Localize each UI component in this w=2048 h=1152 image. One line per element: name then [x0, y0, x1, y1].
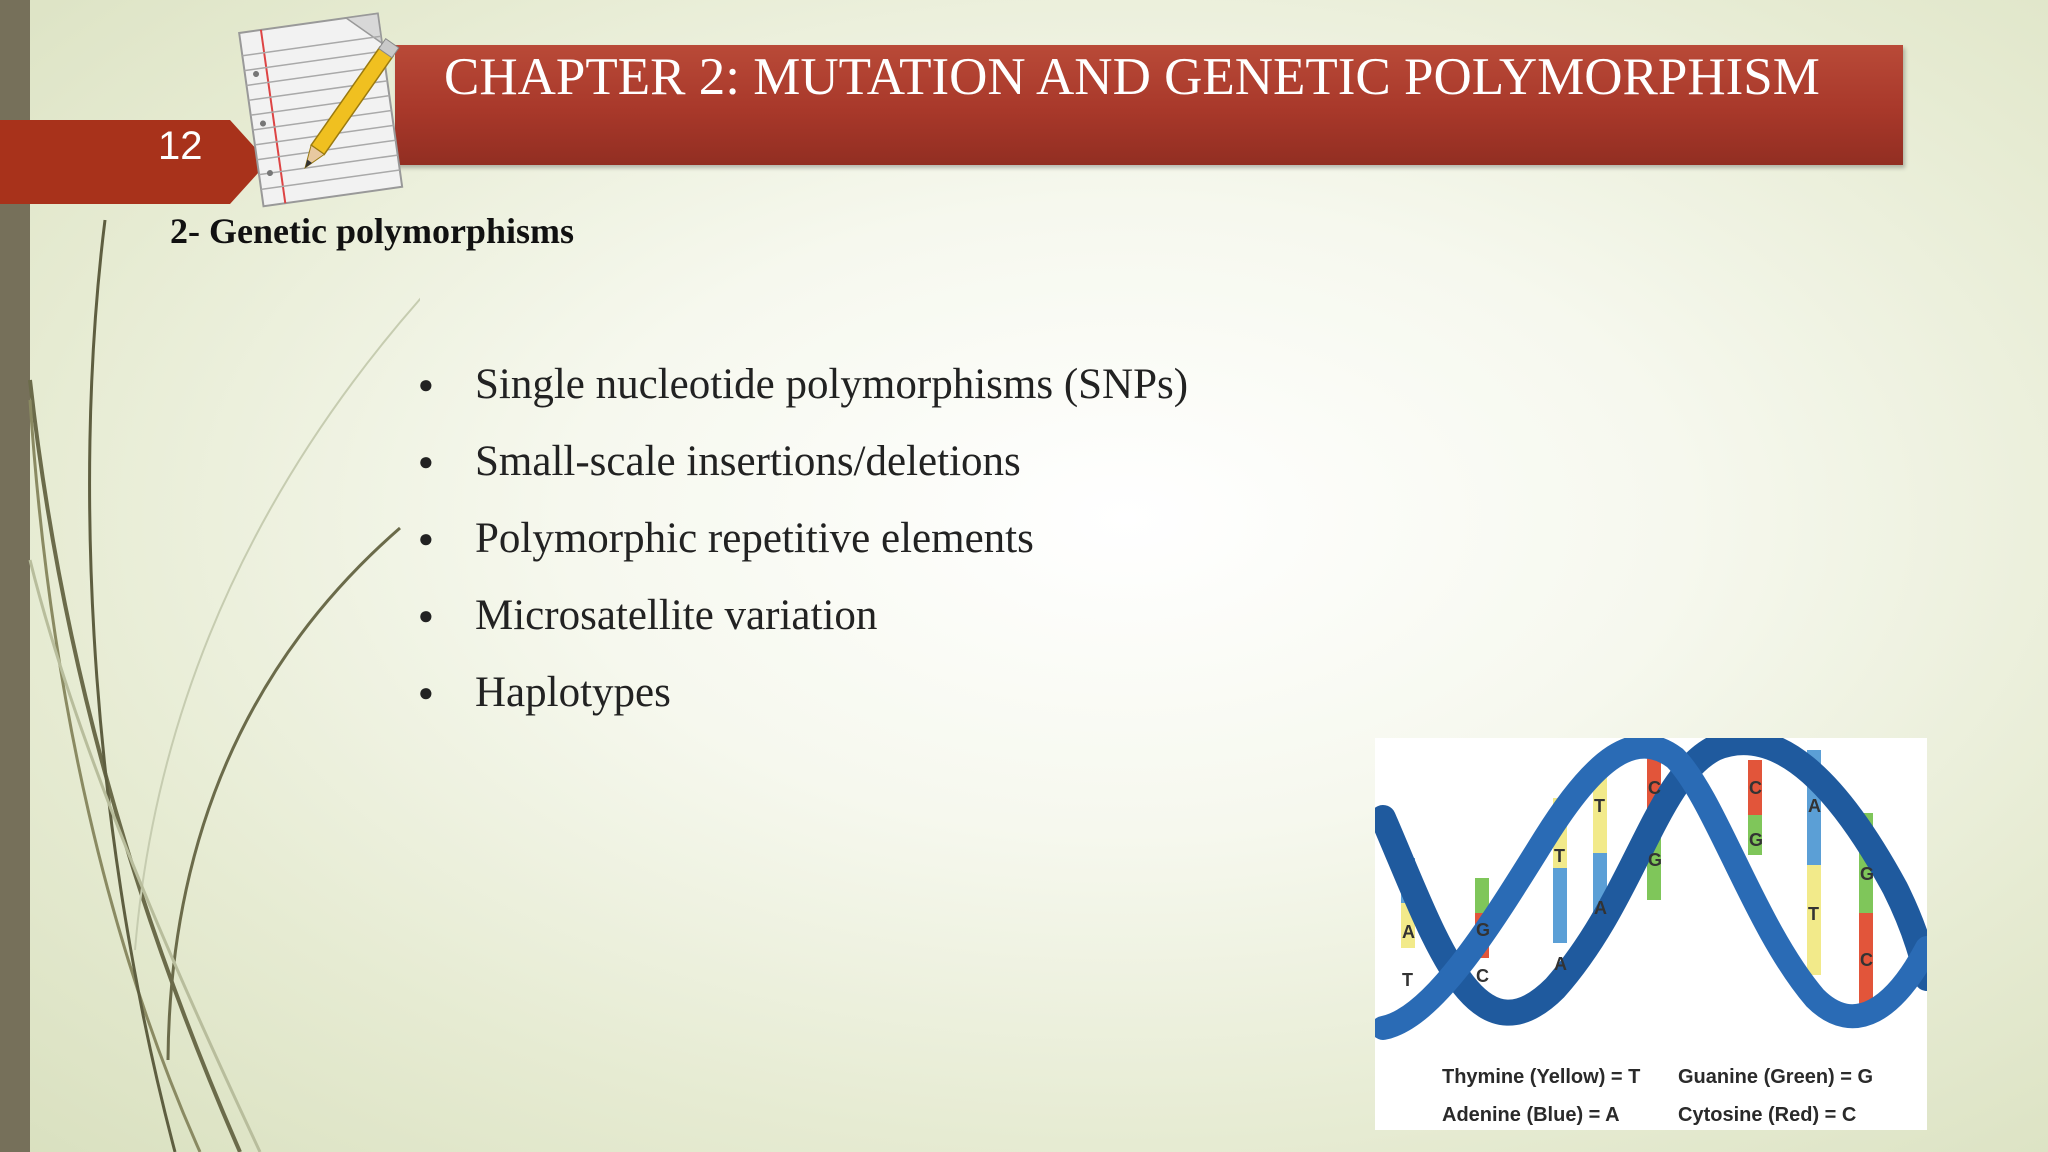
- base-label: A: [1594, 898, 1607, 918]
- base-label: T: [1594, 796, 1605, 816]
- bullet-text: Polymorphic repetitive elements: [475, 515, 1034, 562]
- base-label: A: [1808, 796, 1821, 816]
- bullet-dot-icon: ●: [418, 524, 434, 553]
- bullet-text: Small-scale insertions/deletions: [475, 438, 1021, 485]
- bullet-text: Microsatellite variation: [475, 592, 878, 639]
- dna-helix-figure: [1375, 738, 1927, 1130]
- base-label: T: [1402, 970, 1413, 990]
- legend-guanine: Guanine (Green) = G: [1678, 1066, 1874, 1088]
- base-label: G: [1749, 830, 1764, 850]
- base-label: G: [1860, 864, 1875, 884]
- legend-thymine: Thymine (Yellow) = T: [1442, 1066, 1641, 1088]
- section-subtitle: 2- Genetic polymorphisms: [170, 211, 574, 251]
- base-label: T: [1808, 904, 1819, 924]
- legend-cytosine: Cytosine (Red) = C: [1678, 1104, 1857, 1126]
- bullet-dot-icon: ●: [418, 601, 434, 630]
- notepad-pencil-icon: [228, 0, 418, 210]
- base-label: A: [1402, 922, 1415, 942]
- title-banner: [395, 45, 1903, 165]
- base-label: C: [1749, 778, 1762, 798]
- base-label: G: [1476, 920, 1491, 940]
- dna-legend: [1375, 1066, 1927, 1130]
- bullet-dot-icon: ●: [418, 678, 434, 707]
- base-label: T: [1554, 846, 1565, 866]
- base-label: A: [1554, 954, 1567, 974]
- base-label: G: [1648, 850, 1663, 870]
- slide-title: CHAPTER 2: MUTATION AND GENETIC POLYMORPHISM: [444, 48, 1820, 106]
- dna-helix-icon: [1375, 738, 1927, 1068]
- bullet-text: Haplotypes: [475, 669, 671, 716]
- base-label: C: [1476, 966, 1489, 986]
- base-label: C: [1860, 950, 1873, 970]
- bullet-dot-icon: ●: [418, 370, 434, 399]
- base-label: C: [1648, 778, 1661, 798]
- slide-number: 12: [158, 124, 203, 168]
- bullet-dot-icon: ●: [418, 447, 434, 476]
- legend-adenine: Adenine (Blue) = A: [1442, 1104, 1620, 1126]
- bullet-text: Single nucleotide polymorphisms (SNPs): [475, 361, 1189, 408]
